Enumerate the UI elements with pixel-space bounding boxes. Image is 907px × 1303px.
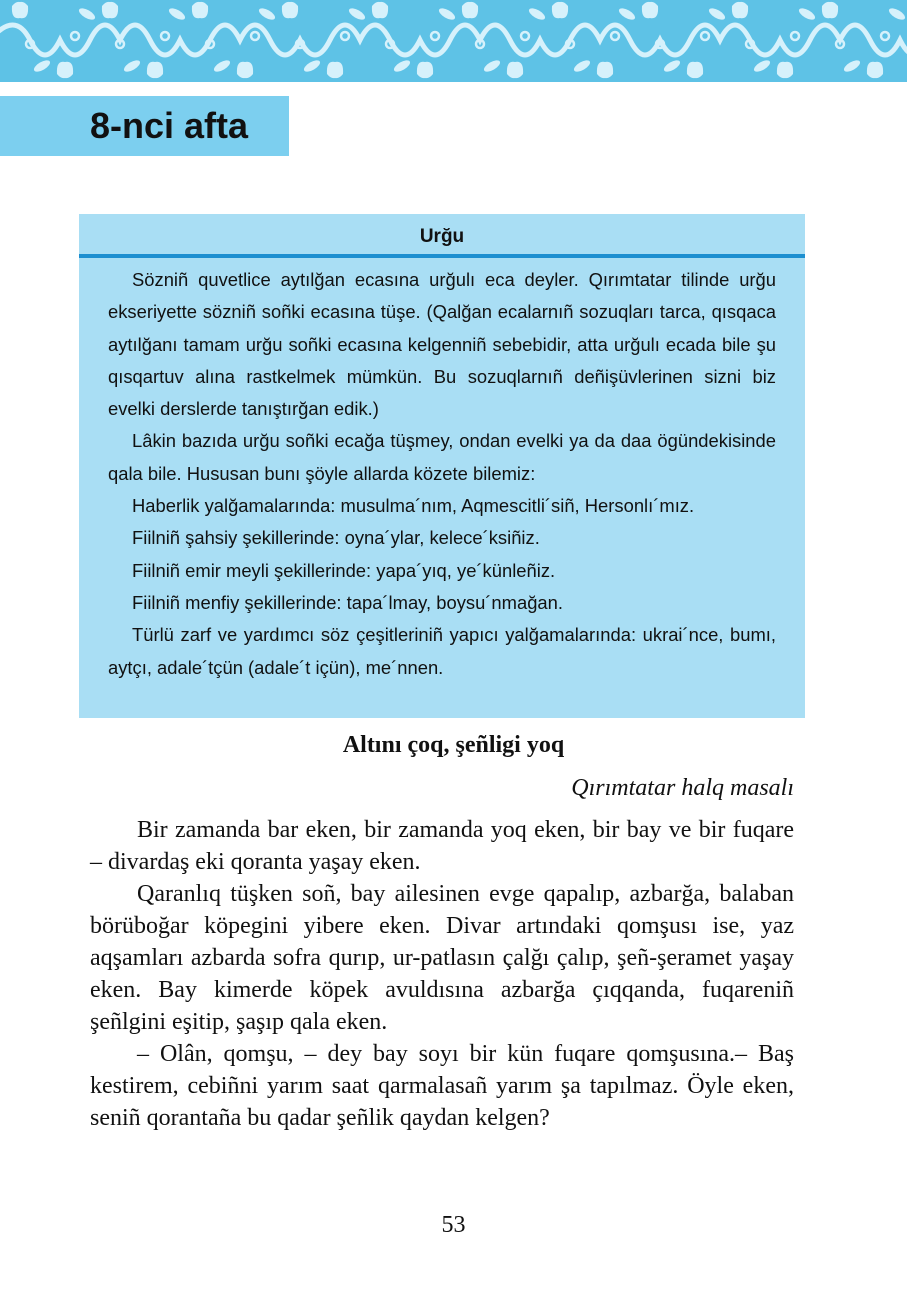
story-title: Altını çoq, şeñligi yoq (342, 732, 565, 758)
story-subtitle: Qırımtatar halq masalı (571, 775, 794, 801)
rule-paragraph: Fiilniñ menfiy şekillerinde: tapa´lmay, boysu´nmağan. (132, 591, 564, 613)
floral-ornament-banner (0, 0, 907, 82)
story-paragraph: Bir zamanda bar eken, bir zamanda yoq eken, bir bay ve bir fuqare – divardaş eki qoranta yaşay eken. (90, 817, 794, 875)
floral-ornament-icon (0, 0, 907, 82)
rule-box-divider (79, 254, 805, 258)
rule-paragraph: Haberlik yalğamalarında: musulma´nım, Aqmescitli´siñ, Hersonlı´mız. (132, 495, 695, 517)
rule-paragraph: Türlü zarf ve yardımcı söz çeşitleriniñ yapıcı yalğamalarında: ukrai´nce, bumı, aytçı, adale´tçün (adale´t içün), me´nnen. (108, 624, 776, 678)
story-body (90, 814, 794, 1134)
week-title: 8-nci afta (90, 105, 249, 146)
rule-paragraph: Fiilniñ şahsiy şekillerinde: oyna´ylar, kelece´ksiñiz. (132, 527, 540, 549)
rule-box (79, 214, 805, 718)
rule-box-title: Urğu (419, 226, 465, 247)
page-number: 53 (441, 1212, 466, 1238)
story-paragraph: Qaranlıq tüşken soñ, bay ailesinen evge qapalıp, azbarğa, balaban börüboğar köpegini yibere eken. Divar artındaki qomşusı ise, yaz aqşamları azbarda sofra qurıp, ur-patlasın çalğı çalıp, şeñ-şeramet yaşay eken. Bay kimerde köpek avuldısına azbarğa çıqqanda, fuqareniñ şeñlgini eşitip, şaşıp qala eken. (90, 881, 794, 1035)
rule-paragraph: Lâkin bazıda urğu soñki ecağa tüşmey, ondan evelki ya da daa ögündekisinde qala bile. Hususan bunı şöyle allarda közete bilemiz: (108, 430, 776, 484)
week-label-tab (0, 96, 289, 156)
rule-paragraph: Sözniñ quvetlice aytılğan ecasına urğulı eca deyler. Qırımtatar tilinde urğu ekseriyette sözniñ soñki ecasına tüşe. (Qalğan ecalarnıñ sozuqları tarca, qısqaca aytılğanı tamam urğu soñki ecasına kelgenniñ sebebidir, atta urğulı ecada bile şu qısqartuv alına rastkelmek mümkün. Bu sozuqlarnıñ deñişüvlerinen sizni biz evelki derslerde tanıştırğan edik.) (108, 269, 776, 420)
story-paragraph: – Olân, qomşu, – dey bay soyı bir kün fuqare qomşusına.– Baş kestirem, cebiñni yarım saat qarmalasañ yarım şa tapılmaz. Öyle eken, seniñ qorantaña bu qadar şeñlik qaydan kelgen? (90, 1041, 794, 1131)
rule-box-body (108, 264, 776, 684)
rule-paragraph: Fiilniñ emir meyli şekillerinde: yapa´yıq, ye´künleñiz. (132, 559, 556, 581)
